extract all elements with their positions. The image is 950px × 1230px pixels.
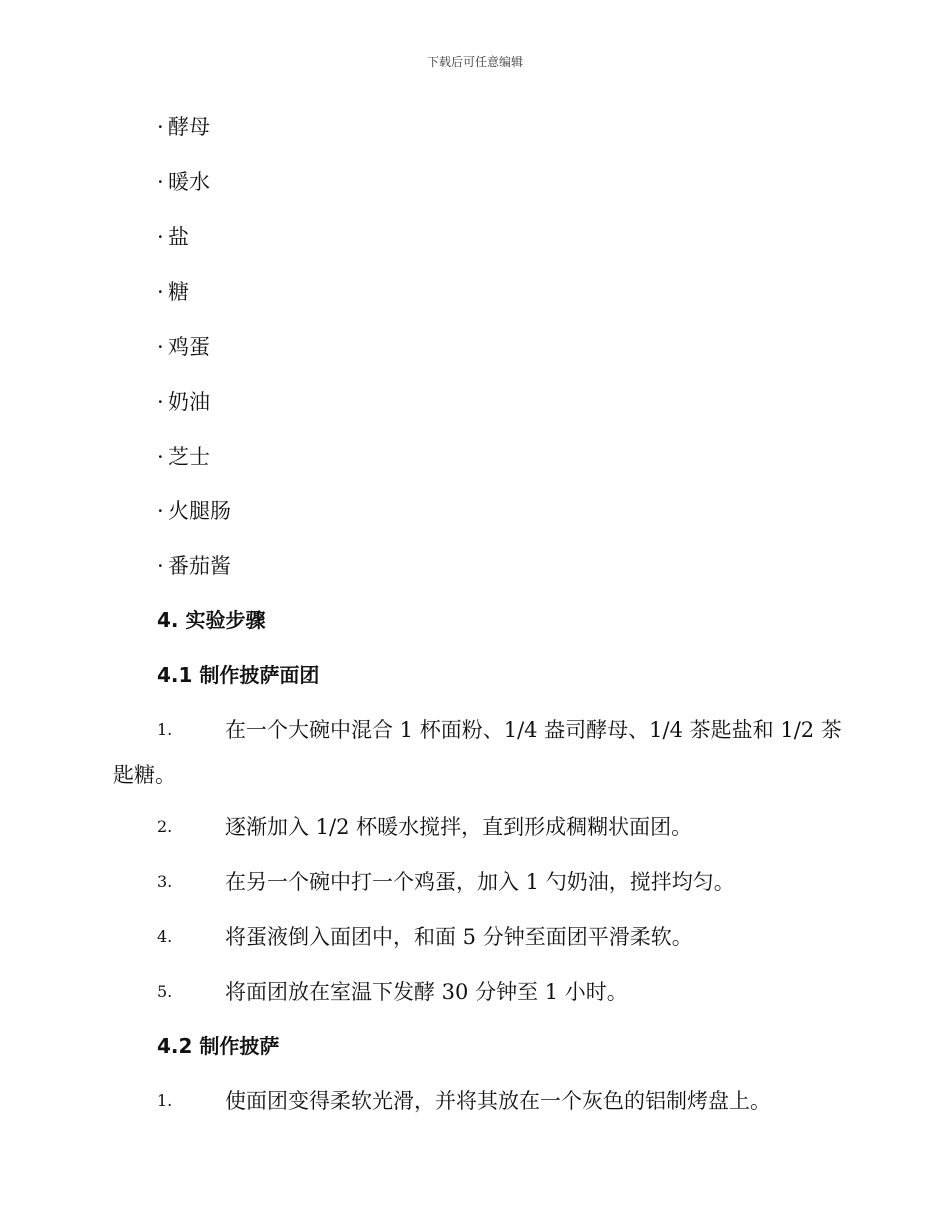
subsection-heading: 4.1 制作披萨面团 xyxy=(157,663,320,687)
bullet-marker: · xyxy=(157,554,164,578)
subsection-heading: 4.2 制作披萨 xyxy=(157,1034,280,1058)
step-text: 在一个大碗中混合 1 杯面粉、1/4 盎司酵母、1/4 茶匙盐和 1/2 茶 xyxy=(225,718,842,742)
ingredient-label: 鸡蛋 xyxy=(168,335,210,359)
bullet-marker: · xyxy=(157,499,164,523)
list-item xyxy=(157,223,189,251)
list-item xyxy=(157,168,210,196)
list-item xyxy=(157,388,210,416)
list-item xyxy=(157,443,210,471)
list-item xyxy=(157,333,210,361)
step-text: 逐渐加入 1/2 杯暖水搅拌，直到形成稠糊状面团。 xyxy=(225,815,693,839)
bullet-marker: · xyxy=(157,115,164,139)
ingredient-label: 盐 xyxy=(168,225,189,249)
bullet-marker: · xyxy=(157,335,164,359)
step-number: 4. xyxy=(157,927,173,946)
ingredient-label: 火腿肠 xyxy=(168,499,231,523)
step-text: 将蛋液倒入面团中，和面 5 分钟至面团平滑柔软。 xyxy=(225,925,693,949)
step-number: 1. xyxy=(157,1091,173,1110)
list-item xyxy=(157,113,210,141)
ingredient-label: 糖 xyxy=(168,280,189,304)
ingredient-label: 暖水 xyxy=(168,170,210,194)
bullet-marker: · xyxy=(157,445,164,469)
ingredient-label: 芝士 xyxy=(168,445,210,469)
list-item xyxy=(157,278,189,306)
step-text: 在另一个碗中打一个鸡蛋，加入 1 勺奶油，搅拌均匀。 xyxy=(225,870,735,894)
bullet-marker: · xyxy=(157,170,164,194)
step-text: 使面团变得柔软光滑，并将其放在一个灰色的铝制烤盘上。 xyxy=(225,1089,771,1113)
list-item xyxy=(157,497,231,525)
bullet-marker: · xyxy=(157,225,164,249)
ingredient-label: 番茄酱 xyxy=(168,554,231,578)
step-number: 3. xyxy=(157,872,173,891)
section-heading: 4. 实验步骤 xyxy=(157,608,266,632)
page-header: 下载后可任意编辑 xyxy=(426,55,523,69)
bullet-marker: · xyxy=(157,390,164,414)
list-item xyxy=(157,552,231,580)
step-number: 5. xyxy=(157,982,173,1001)
step-text-continuation: 匙糖。 xyxy=(113,763,176,787)
bullet-marker: · xyxy=(157,280,164,304)
step-number: 1. xyxy=(157,720,173,739)
ingredient-label: 奶油 xyxy=(168,390,210,414)
ingredient-label: 酵母 xyxy=(168,115,210,139)
step-number: 2. xyxy=(157,817,173,836)
step-text: 将面团放在室温下发酵 30 分钟至 1 小时。 xyxy=(225,980,628,1004)
